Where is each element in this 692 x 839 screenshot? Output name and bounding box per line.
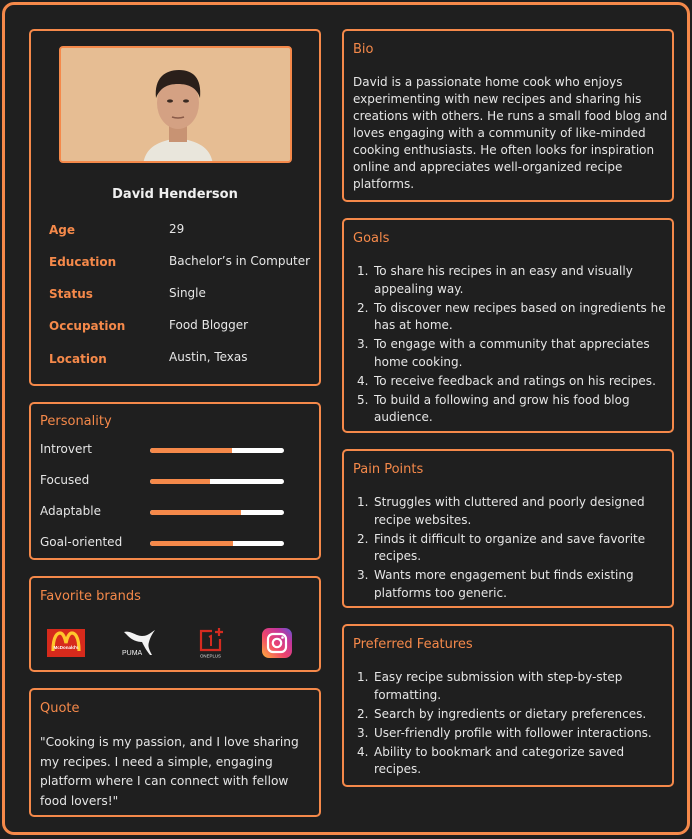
list-number: 4. [357, 373, 369, 388]
attr-status [49, 287, 319, 307]
puma-logo-icon [122, 628, 158, 658]
attr-label: Education [49, 255, 117, 269]
trait-fill [150, 448, 232, 453]
list-item-text: Finds it difficult to organize and save favorite recipes. [374, 531, 646, 563]
instagram-logo-icon [262, 628, 292, 658]
profile-photo [59, 46, 292, 163]
preferred-features-list [353, 669, 668, 780]
trait-label: Focused [40, 473, 90, 487]
list-item [353, 744, 668, 779]
attr-value: Food Blogger [169, 318, 249, 332]
attr-value: 29 [169, 222, 185, 236]
section-title: Bio [353, 42, 374, 57]
svg-text:McDonald's: McDonald's [53, 645, 79, 650]
attr-value: Austin, Texas [169, 350, 248, 364]
mcdonalds-logo-icon [47, 629, 85, 657]
list-number: 2. [357, 706, 369, 721]
list-item-text: Ability to bookmark and categorize saved recipes. [374, 744, 625, 776]
list-number: 3. [357, 568, 369, 582]
section-title: Personality [40, 414, 112, 429]
trait-bar [150, 448, 284, 453]
trait-label: Goal-oriented [40, 535, 123, 549]
list-item [353, 336, 668, 371]
list-item [353, 373, 668, 391]
trait-bar [150, 510, 284, 515]
list-item-text: To receive feedback and ratings on his recipes. [374, 373, 656, 388]
section-title: Pain Points [353, 462, 424, 477]
list-number: 5. [357, 392, 369, 407]
list-item [353, 531, 668, 566]
attr-value: Bachelor’s in Computer [169, 254, 311, 268]
goals-card [342, 218, 674, 433]
list-item [353, 300, 668, 335]
attr-location [49, 352, 319, 372]
list-number: 4. [357, 744, 369, 759]
list-item-text: Easy recipe submission with step-by-step formatting. [374, 670, 623, 702]
trait-fill [150, 510, 241, 515]
section-title: Goals [353, 231, 390, 246]
list-number: 1. [357, 670, 369, 684]
trait-adaptable [40, 504, 315, 522]
brand-puma [121, 628, 159, 658]
list-item [353, 567, 668, 602]
brand-instagram [261, 628, 293, 658]
list-number: 1. [357, 495, 369, 509]
list-number: 1. [357, 264, 369, 278]
oneplus-logo-icon [197, 627, 227, 659]
pain-points-card [342, 449, 674, 608]
persona-frame [2, 2, 690, 835]
attr-label: Age [49, 223, 76, 237]
attr-age [49, 223, 319, 243]
brand-oneplus [196, 628, 228, 658]
preferred-features-card [342, 624, 674, 787]
attr-label: Status [49, 287, 93, 301]
trait-fill [150, 541, 233, 546]
attr-label: Occupation [49, 319, 126, 333]
list-item [353, 725, 668, 743]
personality-card [29, 402, 321, 560]
trait-label: Introvert [40, 442, 92, 456]
bio-card [342, 29, 674, 202]
bio-text: David is a passionate home cook who enjoys experimenting with new recipes and sharing his creations with others. He runs a small food blog and loves engaging with a community of like-minded cooking enthusiasts. He often looks for inspiration online and appreciates well-organized recipe platforms. [353, 75, 668, 191]
profile-card [29, 29, 321, 386]
trait-bar [150, 541, 284, 546]
pain-points-list [353, 494, 668, 604]
attr-value: Single [169, 286, 206, 300]
svg-text:ONEPLUS: ONEPLUS [200, 653, 221, 659]
section-title: Favorite brands [40, 589, 141, 604]
list-item-text: To build a following and grow his food blog audience. [374, 392, 630, 424]
list-item [353, 669, 668, 704]
persona-name: David Henderson [112, 187, 238, 202]
trait-label: Adaptable [40, 504, 101, 518]
list-item [353, 494, 668, 529]
quote-text: "Cooking is my passion, and I love sharing my recipes. I need a simple, engaging platform where I can connect with fellow food lovers!" [40, 735, 299, 808]
list-item-text: To engage with a community that appreciates home cooking. [374, 337, 650, 369]
svg-text:PUMA: PUMA [122, 650, 143, 657]
trait-focused [40, 473, 315, 491]
list-item-text: User-friendly profile with follower interactions. [374, 725, 652, 740]
trait-fill [150, 479, 210, 484]
list-number: 2. [357, 531, 369, 546]
quote-card [29, 688, 321, 817]
list-item-text: To discover new recipes based on ingredients he has at home. [374, 300, 666, 332]
list-number: 3. [357, 337, 369, 351]
list-item-text: Search by ingredients or dietary preferences. [374, 706, 647, 721]
favorite-brands-card [29, 576, 321, 672]
list-item [353, 263, 668, 298]
list-item-text: Wants more engagement but finds existing platforms too generic. [374, 568, 634, 600]
brand-mcdonalds [46, 628, 86, 658]
list-item [353, 392, 668, 427]
person-portrait-icon [61, 48, 292, 163]
list-item-text: Struggles with cluttered and poorly designed recipe websites. [374, 495, 645, 527]
list-number: 3. [357, 725, 369, 740]
section-title: Quote [40, 701, 80, 716]
goals-list [353, 263, 668, 428]
attr-occupation [49, 319, 319, 339]
list-item [353, 706, 668, 724]
trait-introvert [40, 442, 315, 460]
trait-goal-oriented [40, 535, 315, 553]
trait-bar [150, 479, 284, 484]
attr-education [49, 255, 319, 275]
section-title: Preferred Features [353, 637, 473, 652]
list-number: 2. [357, 300, 369, 315]
attr-label: Location [49, 352, 107, 366]
list-item-text: To share his recipes in an easy and visually appealing way. [374, 264, 633, 296]
